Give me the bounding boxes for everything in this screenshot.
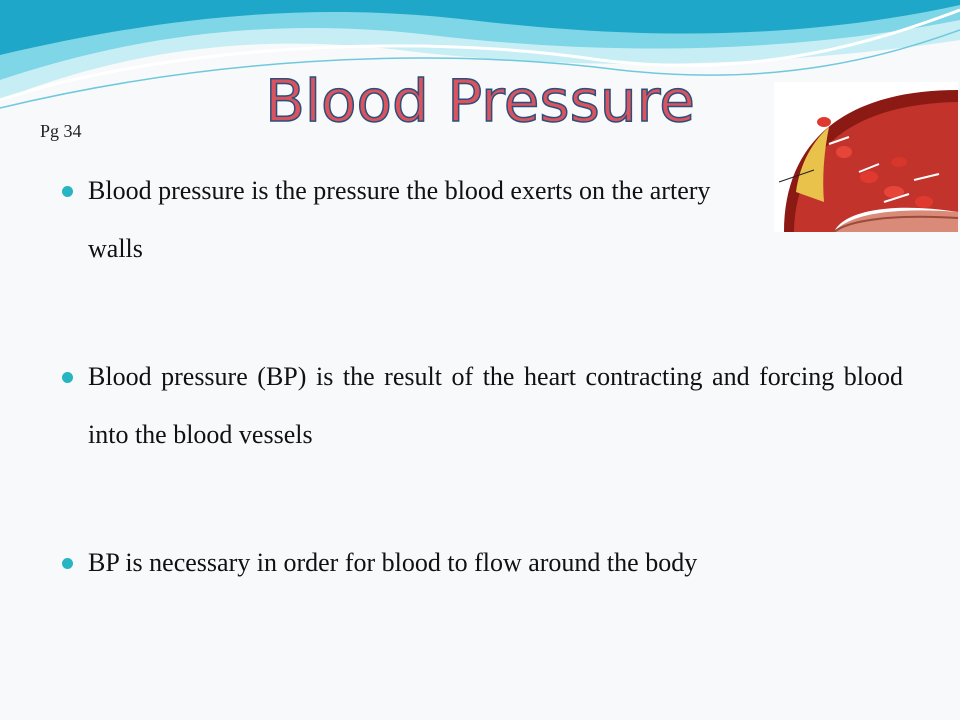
page-reference: Pg 34 [40, 121, 82, 141]
bullet-list [58, 162, 903, 592]
bullet-item: Blood pressure (BP) is the result of the heart contracting and forcing blood into the blood vessels [58, 348, 903, 464]
slide-title: Blood Pressure [265, 67, 695, 135]
bullet-item: Blood pressure is the pressure the blood exerts on the artery walls [58, 162, 768, 278]
bullet-item: BP is necessary in order for blood to flow around the body [58, 534, 903, 592]
